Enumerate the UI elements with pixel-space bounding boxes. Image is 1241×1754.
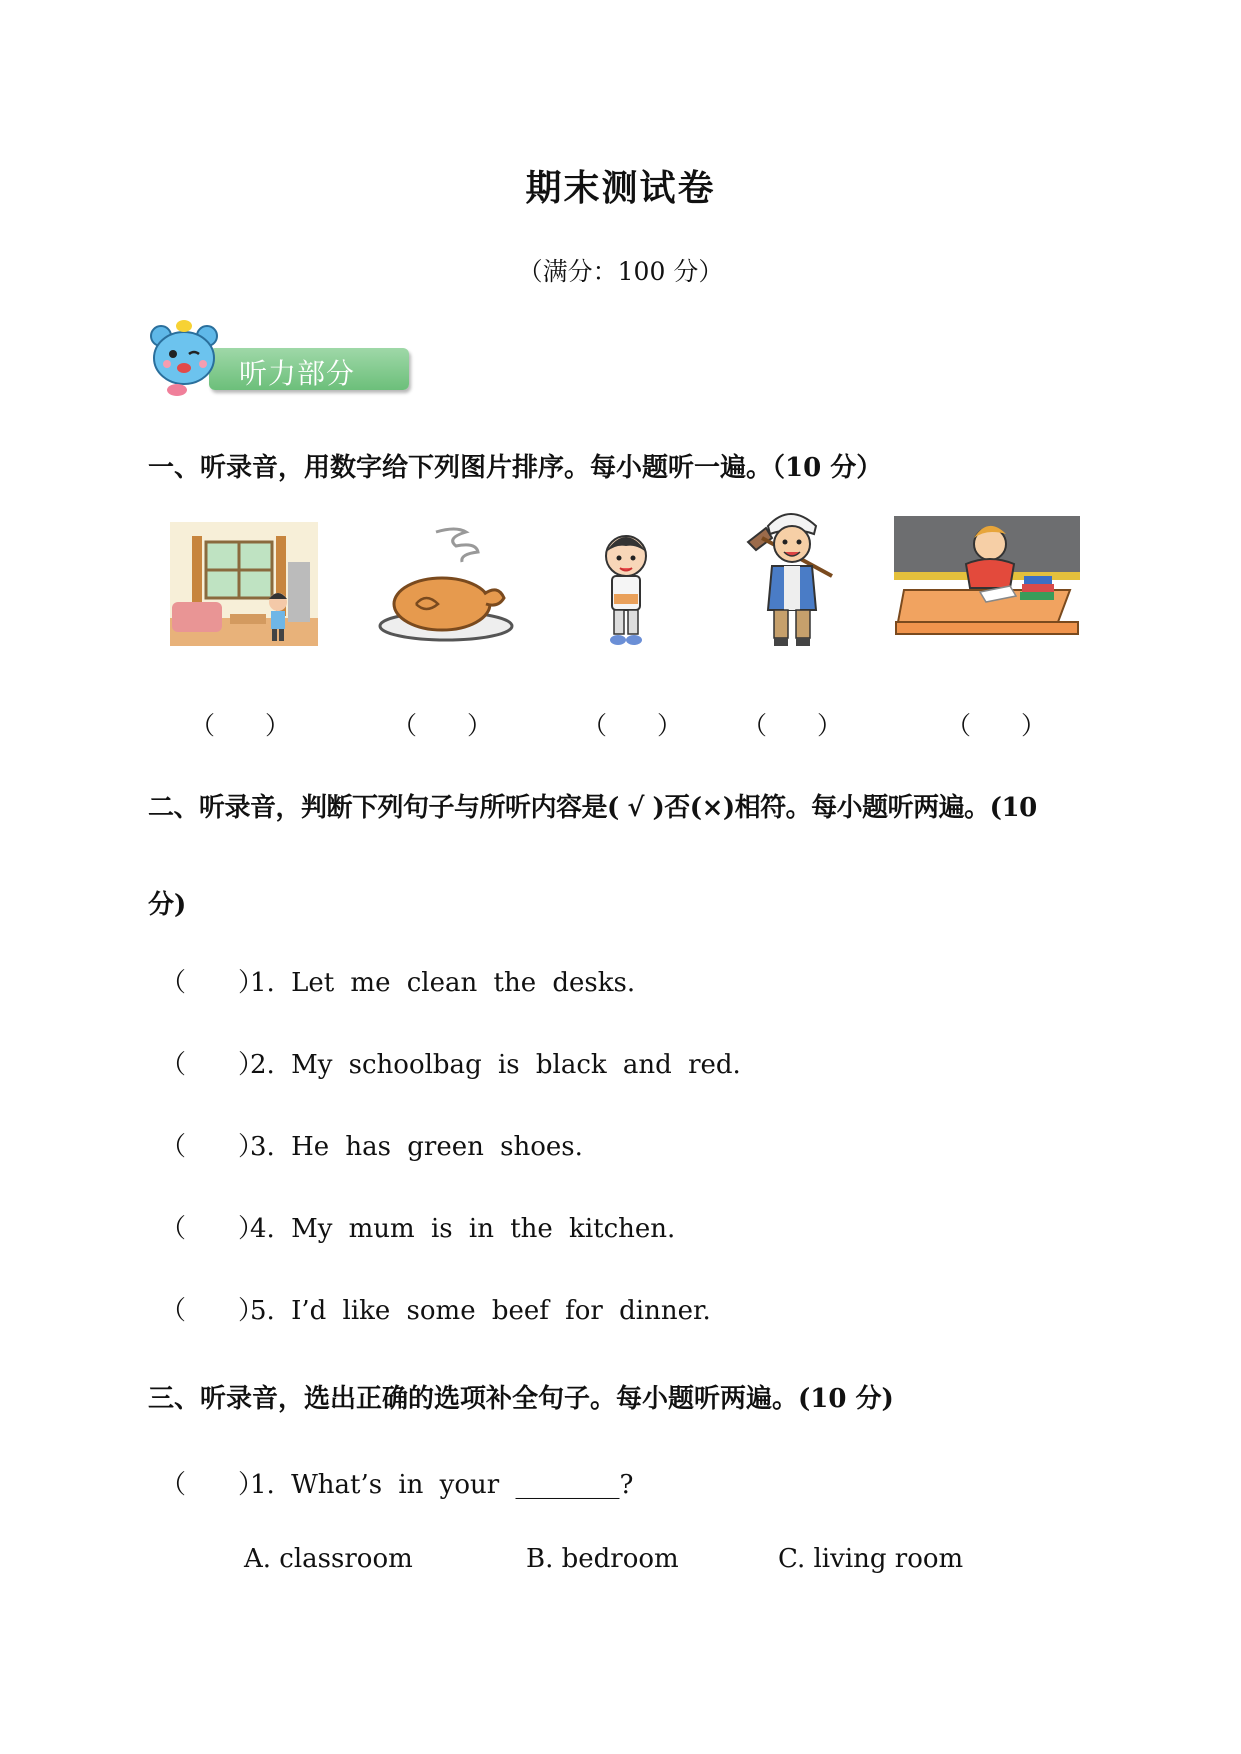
- answer-blank[interactable]: （ ）: [160, 1470, 265, 1500]
- judge-item: [160, 1208, 675, 1245]
- section2-heading: 二、听录音，判断下列句子与所听内容是( √ )否(×)相符。每小题听两遍。(10: [148, 793, 1037, 823]
- banner-pill: [209, 348, 409, 390]
- classroom-desk-picture: [894, 516, 1080, 646]
- picture-blank-2[interactable]: （ ）: [392, 711, 493, 740]
- judge-item: [160, 1290, 711, 1327]
- choice-item: [160, 1464, 633, 1501]
- picture-blank-4[interactable]: （ ）: [742, 711, 843, 740]
- answer-blank[interactable]: （ ）: [160, 1296, 265, 1326]
- picture-blank-1[interactable]: （ ）: [190, 711, 291, 740]
- listening-section-banner: [147, 318, 417, 398]
- item-text: 5. I’d like some beef for dinner.: [250, 1296, 711, 1326]
- judge-item: [160, 1126, 583, 1163]
- answer-blank[interactable]: （ ）: [160, 1132, 265, 1162]
- answer-blank[interactable]: （ ）: [160, 968, 265, 998]
- section3-heading: 三、听录音，选出正确的选项补全句子。每小题听两遍。(10 分): [148, 1384, 894, 1414]
- option-c[interactable]: C. living room: [778, 1544, 964, 1574]
- boy-picture: [596, 530, 656, 650]
- item-text: 1. Let me clean the desks.: [250, 968, 636, 998]
- banner-label: 听力部分: [239, 357, 356, 390]
- section2-heading-cont: 分): [148, 890, 187, 920]
- item-text: 1. What’s in your ________?: [250, 1470, 634, 1500]
- item-text: 3. He has green shoes.: [250, 1132, 583, 1162]
- full-score-note: （满分：100 分）: [517, 257, 724, 286]
- section1-heading: 一、听录音，用数字给下列图片排序。每小题听一遍。（10 分）: [148, 453, 883, 483]
- living-room-picture: [170, 522, 318, 646]
- bear-mascot-icon: [147, 318, 227, 398]
- judge-item: [160, 962, 635, 999]
- judge-item: [160, 1044, 741, 1081]
- item-text: 2. My schoolbag is black and red.: [250, 1050, 741, 1080]
- farmer-picture: [742, 508, 842, 650]
- picture-blank-3[interactable]: （ ）: [582, 711, 683, 740]
- picture-blank-5[interactable]: （ ）: [946, 711, 1047, 740]
- answer-blank[interactable]: （ ）: [160, 1214, 265, 1244]
- item-text: 4. My mum is in the kitchen.: [250, 1214, 676, 1244]
- roast-chicken-picture: [376, 522, 516, 646]
- page-title: 期末测试卷: [525, 167, 716, 209]
- option-b[interactable]: B. bedroom: [526, 1544, 679, 1574]
- option-a[interactable]: A. classroom: [244, 1544, 413, 1574]
- answer-blank[interactable]: （ ）: [160, 1050, 265, 1080]
